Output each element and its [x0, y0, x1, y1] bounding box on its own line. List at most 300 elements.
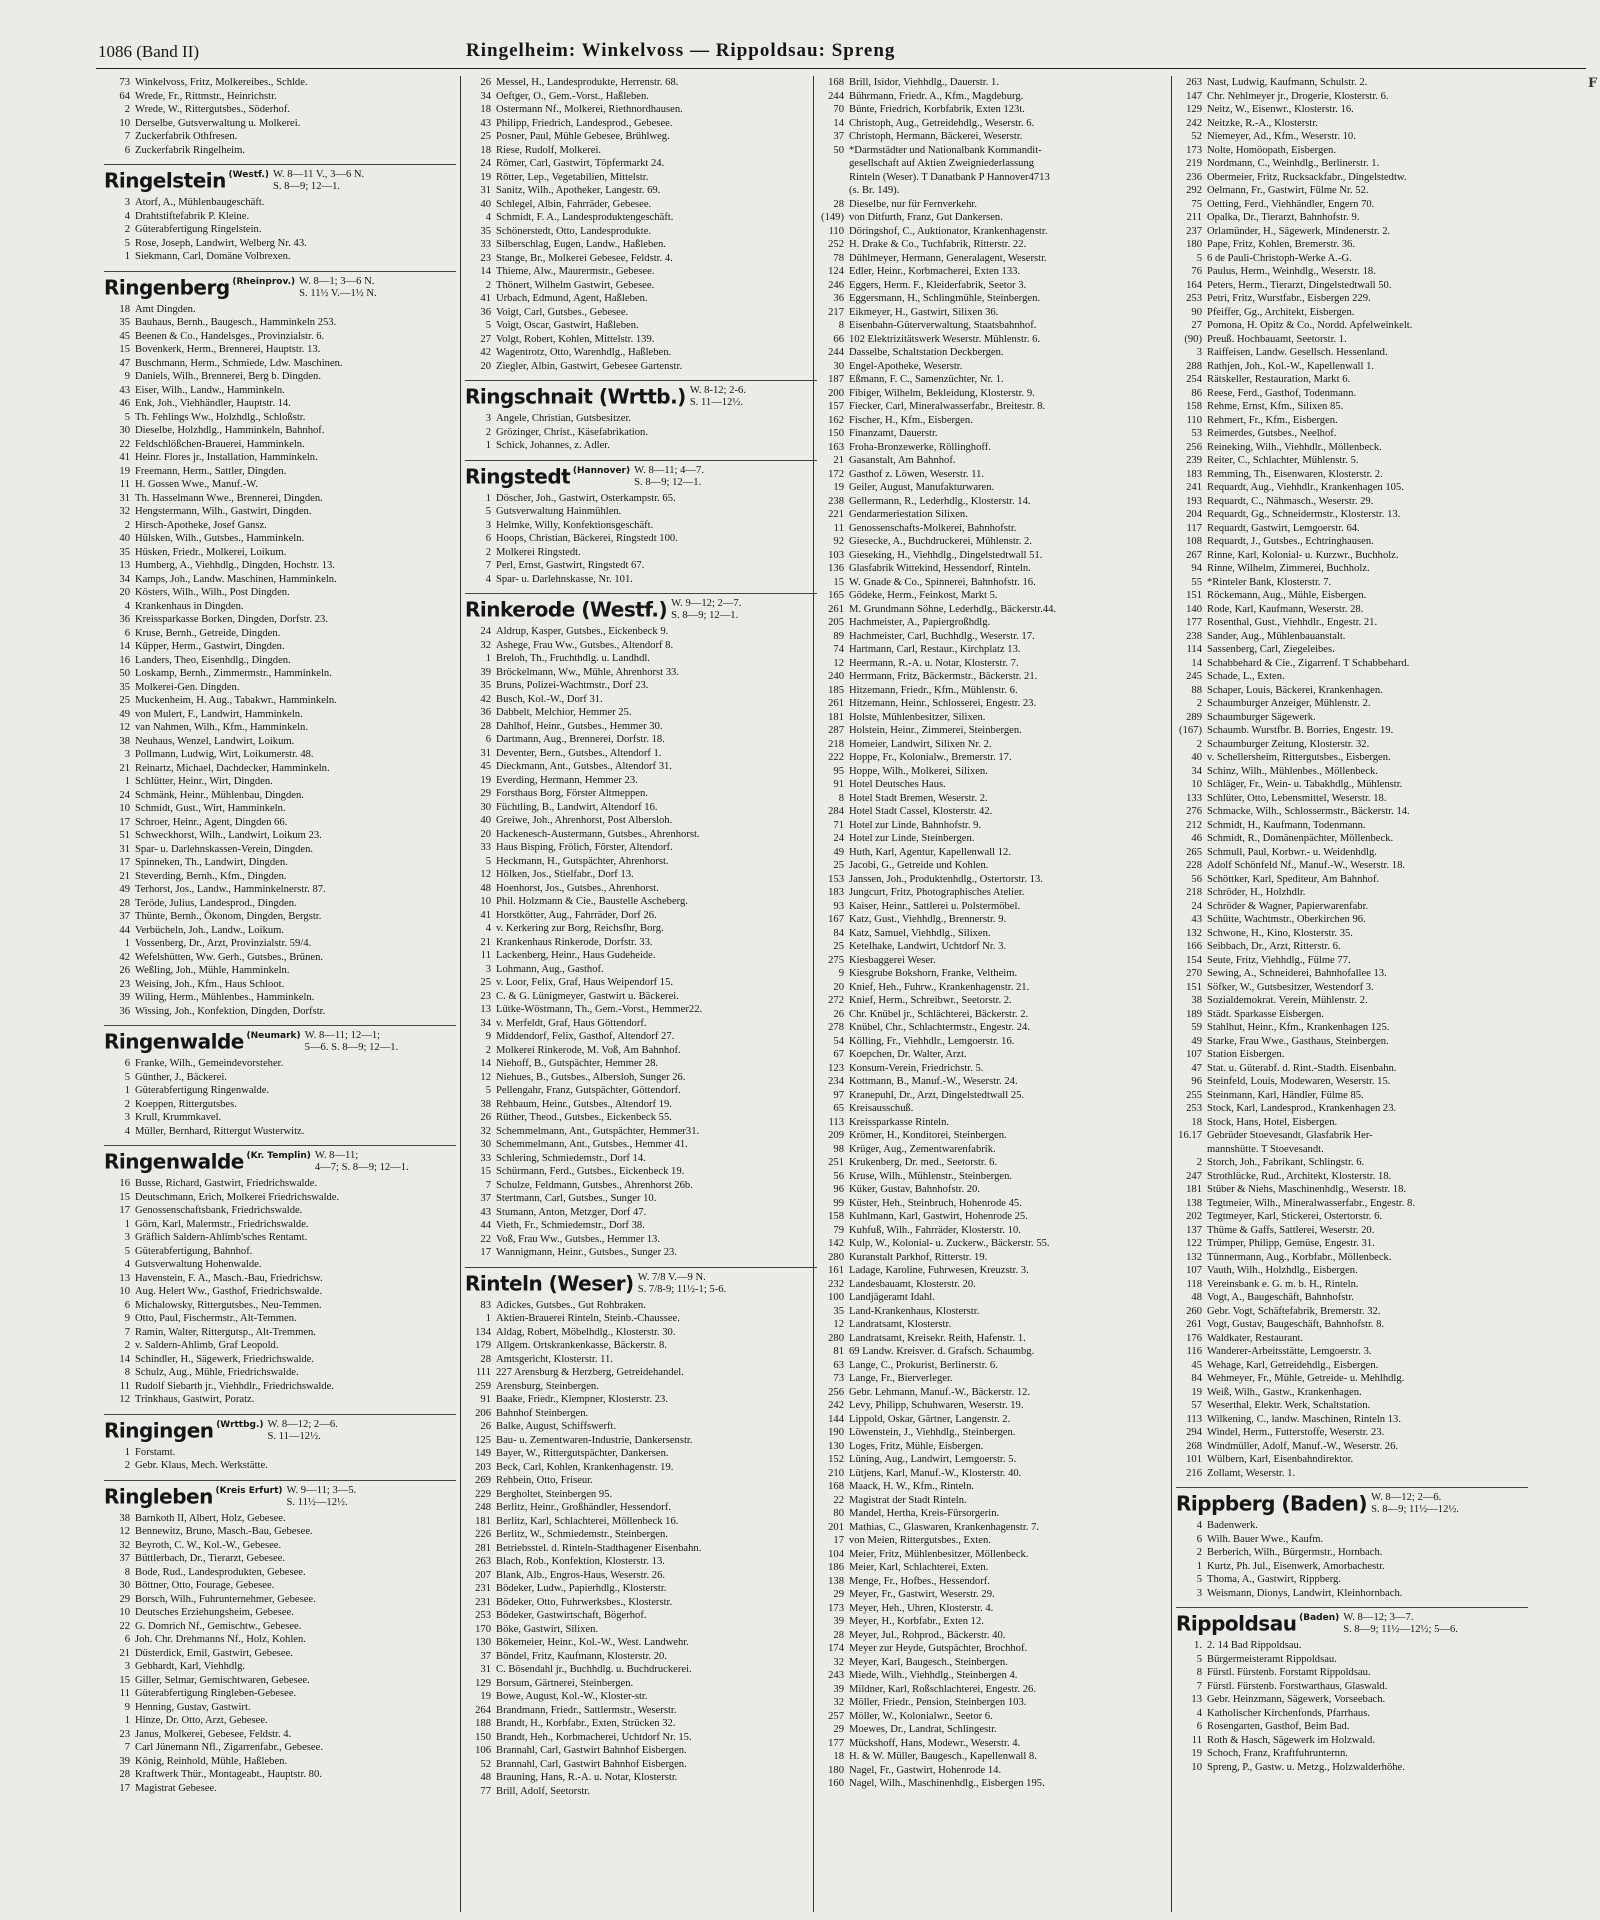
directory-entry — [818, 441, 1170, 455]
weekday-hours: W. 8—11; 4—7. — [634, 464, 704, 476]
subscriber-name: C. Bösendahl jr., Buchhdlg. u. Buchdruckerei. — [496, 1664, 692, 1675]
subscriber-name: Deutsches Erziehungsheim, Gebesee. — [135, 1607, 294, 1618]
phone-number: 254 — [1186, 374, 1202, 385]
subscriber-name: Sanitz, Wilh., Apotheker, Langestr. 69. — [496, 185, 661, 196]
phone-number: 150 — [828, 428, 844, 439]
subscriber-name: Trinkhaus, Gastwirt, Poratz. — [135, 1394, 255, 1405]
phone-number: 54 — [833, 1035, 844, 1047]
phone-number: 38 — [119, 1512, 130, 1524]
subscriber-name: Bödeker, Otto, Fuhrwerksbes., Klosterstr. — [496, 1596, 673, 1608]
phone-number: 243 — [828, 1670, 844, 1681]
subscriber-name: Franke, Wilh., Gemeindevorsteher. — [135, 1058, 284, 1069]
subscriber-name: Güterabfertigung Ringelstein. — [135, 224, 262, 235]
phone-number: 164 — [1186, 279, 1202, 291]
directory-entry — [104, 1231, 456, 1245]
directory-entry — [104, 1579, 456, 1593]
phone-number: 256 — [828, 1386, 844, 1398]
phone-number: 95 — [833, 765, 844, 777]
phone-number: 11 — [1191, 1734, 1202, 1746]
subscriber-name: Rehmert, Fr., Kfm., Eisbergen. — [1207, 414, 1338, 426]
phone-number: 22 — [119, 438, 130, 450]
subscriber-name: Wehage, Karl, Getreidehdlg., Eisbergen. — [1207, 1359, 1379, 1371]
subscriber-name: Weßling, Joh., Mühle, Hamminkeln. — [135, 965, 290, 976]
directory-entry — [104, 76, 456, 90]
subscriber-name: Hartmann, Carl, Restaur., Kirchplatz 13. — [849, 644, 1021, 655]
subscriber-name: Freemann, Herm., Sattler, Dingden. — [135, 465, 287, 477]
subscriber-name: Hotel zur Linde, Bahnhofstr. 9. — [849, 819, 982, 831]
subscriber-name: Finanzamt, Dauerstr. — [849, 428, 938, 439]
subscriber-name: Obermeier, Fritz, Rucksackfabr., Dingelstedtw. — [1207, 171, 1407, 183]
subscriber-name: Enk, Joh., Viehhändler, Hauptstr. 14. — [135, 398, 291, 409]
subscriber-name: Niehues, B., Gutsbes., Albersloh, Sunger 26. — [496, 1071, 686, 1083]
phone-number: 1 — [485, 653, 491, 664]
sunday-hours: S. 8—9; 12—1. — [671, 610, 739, 621]
phone-number: 86 — [1191, 387, 1202, 399]
subscriber-name: Silberschlag, Eugen, Landw., Haßleben. — [496, 239, 666, 250]
subscriber-name: Hackenesch-Austermann, Gutsbes., Ahrenhorst. — [496, 828, 700, 840]
phone-number: 8 — [124, 1367, 130, 1378]
directory-entry — [104, 1768, 456, 1782]
subscriber-name: Requardt, C., Nähmasch., Weserstr. 29. — [1207, 495, 1374, 507]
directory-entry — [104, 1245, 456, 1259]
phone-number: 2 — [1196, 698, 1202, 709]
town-heading — [465, 460, 817, 489]
phone-number: 4 — [485, 923, 491, 934]
directory-entry — [465, 1071, 817, 1085]
directory-entry — [465, 1447, 817, 1461]
subscriber-name: Betriebsstel. d. Rinteln-Stadthagener Eisenbahn. — [496, 1542, 702, 1554]
subscriber-name: Gebr. Vogt, Schäftefabrik, Bremerstr. 32. — [1207, 1305, 1381, 1317]
directory-entry — [1176, 738, 1528, 752]
subscriber-name: Mathias, C., Glaswaren, Krankenhagenstr. 7. — [849, 1521, 1040, 1533]
directory-entry — [1176, 1587, 1528, 1601]
phone-number: 210 — [828, 1467, 844, 1479]
column-divider — [813, 76, 814, 1912]
subscriber-name: Tünnermann, Aug., Korbfabr., Möllenbeck. — [1207, 1251, 1392, 1263]
directory-entry — [104, 870, 456, 884]
office-hours — [1371, 1492, 1459, 1516]
phone-number: 39 — [833, 1616, 844, 1627]
directory-entry — [104, 1366, 456, 1380]
phone-number: 5 — [1196, 252, 1202, 264]
phone-number: 13 — [1191, 1694, 1202, 1705]
directory-entry — [1176, 603, 1528, 617]
subscriber-name: Busch, Kol.-W., Dorf 31. — [496, 693, 603, 705]
subscriber-name: Schmacke, Wilh., Schlossermstr., Bäckerstr. 14. — [1207, 806, 1410, 817]
directory-entry — [104, 1647, 456, 1661]
subscriber-name: Schmidt, Gust., Wirt, Hamminkeln. — [135, 803, 286, 814]
phone-number: 289 — [1186, 711, 1202, 723]
directory-entry — [818, 832, 1170, 846]
phone-number: 267 — [1186, 549, 1202, 561]
phone-number: 29 — [833, 1724, 844, 1735]
directory-entry — [104, 910, 456, 924]
phone-number: 83 — [480, 1299, 491, 1311]
phone-number: 29 — [119, 1593, 130, 1605]
phone-number: 193 — [1186, 495, 1202, 507]
subscriber-name: Otto, Paul, Fischermstr., Alt-Temmen. — [135, 1313, 297, 1324]
subscriber-name: Hotel Stadt Cassel, Klosterstr. 42. — [849, 806, 993, 817]
directory-entry — [465, 1785, 817, 1799]
phone-number: 36 — [119, 614, 130, 625]
weekday-hours: W. 7/8 V.—9 N. — [637, 1271, 706, 1283]
phone-number: 234 — [828, 1076, 844, 1087]
directory-entry — [818, 333, 1170, 347]
directory-entry — [818, 90, 1170, 104]
directory-entry — [1176, 103, 1528, 117]
phone-number: 209 — [828, 1130, 844, 1141]
subscriber-name: W. Gnade & Co., Spinnerei, Bahnhofstr. 16. — [849, 576, 1036, 588]
directory-entry — [465, 1609, 817, 1623]
phone-number: 30 — [119, 425, 130, 436]
subscriber-name: Forsthaus Borg, Förster Altmeppen. — [496, 788, 648, 799]
phone-number: 43 — [480, 1206, 491, 1218]
phone-number: 32 — [833, 1697, 844, 1708]
directory-entry — [818, 1696, 1170, 1710]
phone-number: 46 — [1191, 833, 1202, 844]
phone-number: 2 — [124, 519, 130, 531]
phone-number: 245 — [1186, 671, 1202, 682]
phone-number: 4 — [485, 573, 491, 585]
phone-number: 187 — [828, 374, 844, 385]
subscriber-name: Mückshoff, Hans, Modewr., Weserstr. 4. — [849, 1737, 1021, 1749]
phone-number: 29 — [480, 788, 491, 799]
phone-number: 113 — [1186, 1413, 1202, 1425]
subscriber-name: Nast, Ludwig, Kaufmann, Schulstr. 2. — [1207, 77, 1368, 88]
directory-entry — [1176, 225, 1528, 239]
subscriber-name: Daniels, Wilh., Brennerei, Berg b. Dingden. — [135, 371, 322, 382]
phone-number: 20 — [480, 828, 491, 840]
subscriber-name: Schemmelmann, Ant., Gutsbes., Hemmer 41. — [496, 1139, 688, 1150]
phone-number: 142 — [828, 1238, 844, 1249]
directory-entry — [818, 454, 1170, 468]
directory-entry — [104, 1512, 456, 1526]
subscriber-name: Ketelhake, Landwirt, Uchtdorf Nr. 3. — [849, 941, 1007, 952]
directory-entry — [1176, 1291, 1528, 1305]
sunday-hours: 4—7; S. 8—9; 12—1. — [314, 1162, 409, 1173]
phone-number: 170 — [475, 1623, 491, 1635]
subscriber-name: Büttlerbach, Dr., Tierarzt, Gebesee. — [135, 1553, 286, 1564]
phone-number: 203 — [475, 1461, 491, 1473]
subscriber-name: Volgt, Robert, Kohlen, Mittelstr. 139. — [496, 333, 655, 345]
phone-number: 1 — [124, 1446, 130, 1458]
directory-entry — [1176, 967, 1528, 981]
subscriber-name: Bödeker, Gastwirtschaft, Bögerhof. — [496, 1610, 647, 1621]
directory-entry — [818, 1210, 1170, 1224]
directory-entry — [465, 1192, 817, 1206]
subscriber-name: Balke, August, Schiffswerft. — [496, 1421, 617, 1432]
subscriber-name: Dieselbe, nur für Fernverkehr. — [849, 198, 977, 210]
directory-entry — [104, 829, 456, 843]
phone-number: 46 — [119, 398, 130, 409]
subscriber-name: Breloh, Th., Fruchthdlg. u. Landhdl. — [496, 653, 650, 664]
directory-entry — [818, 1602, 1170, 1616]
phone-number: 45 — [119, 330, 130, 342]
subscriber-name: Gieseking, H., Viehhdlg., Dingelstedtwall 51. — [849, 549, 1043, 561]
subscriber-name: Pomona, H. Opitz & Co., Nordd. Apfelweinkelt. — [1207, 320, 1413, 331]
phone-number: 8 — [124, 1566, 130, 1578]
phone-number: 10 — [1191, 779, 1202, 790]
subscriber-name: Niehoff, B., Gutspächter, Hemmer 28. — [496, 1058, 659, 1069]
subscriber-name: Drahtstiftefabrik P. Kleine. — [135, 210, 250, 222]
phone-number: 173 — [828, 1602, 844, 1614]
directory-entry — [465, 279, 817, 293]
directory-entry — [465, 319, 817, 333]
subscriber-name: Krankenhaus in Dingden. — [135, 600, 244, 612]
directory-entry — [465, 1663, 817, 1677]
subscriber-name: Requardt, Gg., Schneidermstr., Klosterstr. 13. — [1207, 509, 1401, 520]
subscriber-name: Messel, H., Landesprodukte, Herrenstr. 68. — [496, 77, 679, 88]
subscriber-name: Wanderer-Arbeitsstätte, Lemgoerstr. 3. — [1207, 1346, 1372, 1357]
directory-entry — [818, 778, 1170, 792]
phone-number: 14 — [119, 641, 130, 652]
directory-entry — [818, 994, 1170, 1008]
directory-entry — [1176, 157, 1528, 171]
subscriber-name: M. Grundmann Söhne, Lederhdlg., Bäckerstr.44. — [849, 603, 1057, 615]
phone-number: 229 — [475, 1488, 491, 1500]
phone-number: 29 — [833, 1589, 844, 1600]
phone-number: 134 — [475, 1326, 491, 1338]
subscriber-name: Eggers, Herm. F., Kleiderfabrik, Seetor 3. — [849, 279, 1027, 291]
phone-number: 219 — [1186, 158, 1202, 169]
subscriber-name: Schröder, H., Holzhdlr. — [1207, 887, 1306, 898]
directory-entry — [818, 1777, 1170, 1791]
phone-number: 23 — [480, 252, 491, 264]
office-hours — [273, 169, 364, 193]
phone-number: 4 — [1196, 1707, 1202, 1719]
subscriber-name: von Mulert, F., Landwirt, Hamminkeln. — [135, 708, 303, 720]
phone-number: 107 — [1186, 1265, 1202, 1276]
directory-entry — [818, 1453, 1170, 1467]
directory-entry — [818, 927, 1170, 941]
town-heading — [104, 164, 456, 193]
directory-entry — [465, 1420, 817, 1434]
subscriber-name: Gendarmeriestation Silixen. — [849, 509, 968, 520]
directory-entry — [1176, 1129, 1528, 1143]
directory-entry — [465, 990, 817, 1004]
phone-number: 36 — [833, 293, 844, 304]
subscriber-name: Schoch, Franz, Kraftfuhrunternn. — [1207, 1748, 1348, 1759]
directory-entry — [818, 576, 1170, 590]
directory-entry — [465, 265, 817, 279]
directory-entry — [818, 1521, 1170, 1535]
phone-number: 236 — [1186, 171, 1202, 183]
directory-entry — [1176, 1224, 1528, 1238]
subscriber-name: Oeftger, O., Gem.-Vorst., Haßleben. — [496, 90, 649, 102]
directory-entry — [818, 346, 1170, 360]
subscriber-name: Römer, Carl, Gastwirt, Töpfermarkt 24. — [496, 158, 665, 169]
directory-entry — [1176, 549, 1528, 563]
subscriber-name: Hitzemann, Friedr., Kfm., Mühlenstr. 6. — [849, 684, 1018, 696]
directory-entry — [465, 1312, 817, 1326]
subscriber-name: Güterabfertigung Ringleben-Gebesee. — [135, 1688, 297, 1699]
phone-number: 129 — [1186, 104, 1202, 115]
subscriber-name: Brandmann, Friedr., Sattlermstr., Weserstr. — [496, 1704, 677, 1716]
directory-entry — [465, 559, 817, 573]
phone-number: 173 — [1186, 144, 1202, 156]
sunday-hours: S. 8—9; 11½—12½; 5—6. — [1343, 1624, 1458, 1635]
phone-number: 6 — [124, 144, 130, 156]
directory-entry — [1176, 846, 1528, 860]
directory-entry — [465, 1353, 817, 1367]
directory-entry — [1176, 306, 1528, 320]
subscriber-name: Everding, Hermann, Hemmer 23. — [496, 774, 638, 786]
subscriber-name: Hüsken, Friedr., Molkerei, Loikum. — [135, 546, 287, 558]
directory-entry — [1176, 1653, 1528, 1667]
town-name: Ringenberg — [104, 274, 230, 299]
phone-number: 17 — [119, 1782, 130, 1794]
phone-number: 37 — [119, 911, 130, 922]
directory-entry — [465, 1542, 817, 1556]
phone-number: 2 — [124, 1460, 130, 1471]
directory-entry — [1176, 886, 1528, 900]
town-region: (Hannover) — [572, 465, 631, 476]
phone-number: 16.17 — [1178, 1130, 1202, 1141]
directory-entry — [1176, 954, 1528, 968]
subscriber-name: Hengstermann, Wilh., Gastwirt, Dingden. — [135, 506, 312, 517]
phone-number: 64 — [119, 90, 130, 102]
subscriber-name: Schulz, Aug., Mühle, Friedrichswalde. — [135, 1367, 299, 1378]
subscriber-name: C. & G. Lünigmeyer, Gastwirt u. Bäckerei. — [496, 990, 679, 1002]
subscriber-name: mannshütte. T Stoevesandt. — [1207, 1143, 1324, 1155]
subscriber-name: Genossenschaftsbank, Friedrichswalde. — [135, 1205, 303, 1216]
directory-entry — [818, 1089, 1170, 1103]
directory-entry — [104, 330, 456, 344]
subscriber-name: gesellschaft auf Aktien Zweigniederlassung — [849, 158, 1035, 169]
phone-number: 51 — [119, 830, 130, 841]
town-region: (Wrttbg.) — [216, 1419, 264, 1430]
phone-number: 9 — [124, 1313, 130, 1324]
phone-number: 177 — [1186, 617, 1202, 628]
phone-number: 257 — [828, 1710, 844, 1722]
directory-entry — [1176, 481, 1528, 495]
town-name: Ringschnait (Wrttb.) — [465, 384, 686, 409]
phone-number: 2 — [485, 279, 491, 291]
directory-entry — [818, 1426, 1170, 1440]
subscriber-name: Kulp, W., Kolonial- u. Zuckerw., Bäckerstr. 55. — [849, 1238, 1050, 1249]
subscriber-name: Miede, Wilh., Viehhdlg., Steinbergen 4. — [849, 1670, 1018, 1681]
phone-number: 32 — [480, 1125, 491, 1137]
town-heading — [465, 1267, 817, 1296]
phone-number: 76 — [1191, 266, 1202, 277]
subscriber-name: Phil. Holzmann & Cie., Baustelle Ascheberg. — [496, 896, 688, 907]
subscriber-name: *Darmstädter und Nationalbank Kommandit- — [849, 144, 1042, 156]
subscriber-name: Schlering, Schmiedemstr., Dorf 14. — [496, 1152, 646, 1164]
directory-entry — [1176, 1453, 1528, 1467]
directory-entry — [465, 505, 817, 519]
directory-entry — [465, 1596, 817, 1610]
phone-number: 37 — [480, 1193, 491, 1204]
subscriber-name: Heermann, R.-A. u. Notar, Klosterstr. 7. — [849, 657, 1019, 669]
subscriber-name: Steinfeld, Louis, Modewaren, Weserstr. 15. — [1207, 1076, 1391, 1087]
phone-number: 216 — [1186, 1467, 1202, 1479]
phone-number: 3 — [124, 197, 130, 208]
subscriber-name: Busse, Richard, Gastwirt, Friedrichswalde. — [135, 1178, 318, 1189]
phone-number: 42 — [480, 693, 491, 705]
subscriber-name: Gutsverwaltung Hainmühlen. — [496, 506, 622, 517]
directory-entry — [1176, 1426, 1528, 1440]
weekday-hours: W. 9—12; 2—7. — [671, 598, 742, 609]
directory-entry — [818, 981, 1170, 995]
directory-entry — [818, 1561, 1170, 1575]
directory-entry — [465, 1044, 817, 1058]
directory-entry — [1176, 1318, 1528, 1332]
phone-number: 180 — [1186, 239, 1202, 250]
directory-entry — [465, 90, 817, 104]
directory-entry — [104, 1552, 456, 1566]
phone-number: 174 — [828, 1643, 844, 1654]
page-number: 1086 (Band II) — [98, 42, 200, 61]
phone-number: 207 — [475, 1569, 491, 1581]
subscriber-name: Rathjen, Joh., Kol.-W., Kapellenwall 1. — [1207, 360, 1375, 372]
phone-number: 7 — [1196, 1680, 1202, 1692]
subscriber-name: Spreng, P., Gastw. u. Metzg., Holzwalderhöhe. — [1207, 1761, 1405, 1773]
subscriber-name: Thönert, Wilhelm Gastwirt, Gebesee. — [496, 279, 655, 291]
subscriber-name: Winkelvoss, Fritz, Molkereibes., Schlde. — [135, 77, 308, 88]
subscriber-name: Bergholtet, Steinbergen 95. — [496, 1488, 613, 1500]
subscriber-name: Thoma, A., Gastwirt, Rippberg. — [1207, 1574, 1341, 1585]
directory-entry — [465, 1084, 817, 1098]
subscriber-name: Katz, Gust., Viehhdlg., Brennerstr. 9. — [849, 914, 1007, 925]
subscriber-name: Homeier, Landwirt, Silixen Nr. 2. — [849, 738, 992, 750]
directory-entry — [465, 841, 817, 855]
phone-number: 2 — [485, 546, 491, 558]
directory-entry — [104, 1755, 456, 1769]
phone-number: 31 — [119, 492, 130, 504]
phone-number: 89 — [833, 630, 844, 642]
phone-number: 5 — [485, 1085, 491, 1096]
phone-number: 232 — [828, 1278, 844, 1290]
phone-number: 25 — [833, 860, 844, 871]
directory-entry — [104, 1620, 456, 1634]
subscriber-name: Kottmann, B., Manuf.-W., Weserstr. 24. — [849, 1076, 1018, 1087]
subscriber-name: 6 de Pauli-Christoph-Werke A.-G. — [1207, 252, 1352, 264]
subscriber-name: Station Eisbergen. — [1207, 1049, 1285, 1060]
directory-entry — [818, 1264, 1170, 1278]
subscriber-name: Aktien-Brauerei Rinteln, Steinb.-Chaussee. — [496, 1313, 680, 1324]
directory-entry — [818, 1197, 1170, 1211]
phone-number: 125 — [475, 1434, 491, 1446]
phone-number: 23 — [119, 978, 130, 990]
phone-number: 122 — [1186, 1238, 1202, 1249]
phone-number: 4 — [485, 212, 491, 223]
subscriber-name: Bennewitz, Bruno, Masch.-Bau, Gebesee. — [135, 1526, 313, 1537]
subscriber-name: Requardt, Aug., Viehhdlr., Krankenhagen 105. — [1207, 482, 1404, 493]
directory-entry — [465, 225, 817, 239]
phone-number: 152 — [828, 1454, 844, 1465]
subscriber-name: Schade, L., Exten. — [1207, 671, 1285, 682]
phone-number: 45 — [480, 761, 491, 772]
subscriber-name: Neuhaus, Wenzel, Landwirt, Loikum. — [135, 735, 295, 747]
town-heading — [1176, 1607, 1528, 1636]
subscriber-name: Reimerdes, Gutsbes., Neelhof. — [1207, 428, 1337, 439]
subscriber-name: Seibbach, Dr., Arzt, Ritterstr. 6. — [1207, 941, 1341, 952]
phone-number: 48 — [480, 1772, 491, 1783]
directory-entry — [1176, 832, 1528, 846]
directory-entry — [104, 532, 456, 546]
phone-number: 5 — [124, 411, 130, 423]
subscriber-name: Düsterdick, Emil, Gastwirt, Gebesee. — [135, 1647, 293, 1659]
subscriber-name: Beck, Carl, Kohlen, Krankenhagenstr. 19. — [496, 1461, 674, 1473]
directory-entry — [465, 346, 817, 360]
directory-entry — [465, 666, 817, 680]
directory-entry — [1176, 1533, 1528, 1547]
phone-number: 5 — [485, 506, 491, 517]
subscriber-name: Lütke-Wöstmann, Th., Gem.-Vorst., Hemmer22. — [496, 1004, 703, 1015]
phone-number: 91 — [833, 779, 844, 790]
directory-entry — [1176, 913, 1528, 927]
subscriber-name: Strothlücke, Rud., Architekt, Klosterstr. 18. — [1207, 1170, 1392, 1182]
